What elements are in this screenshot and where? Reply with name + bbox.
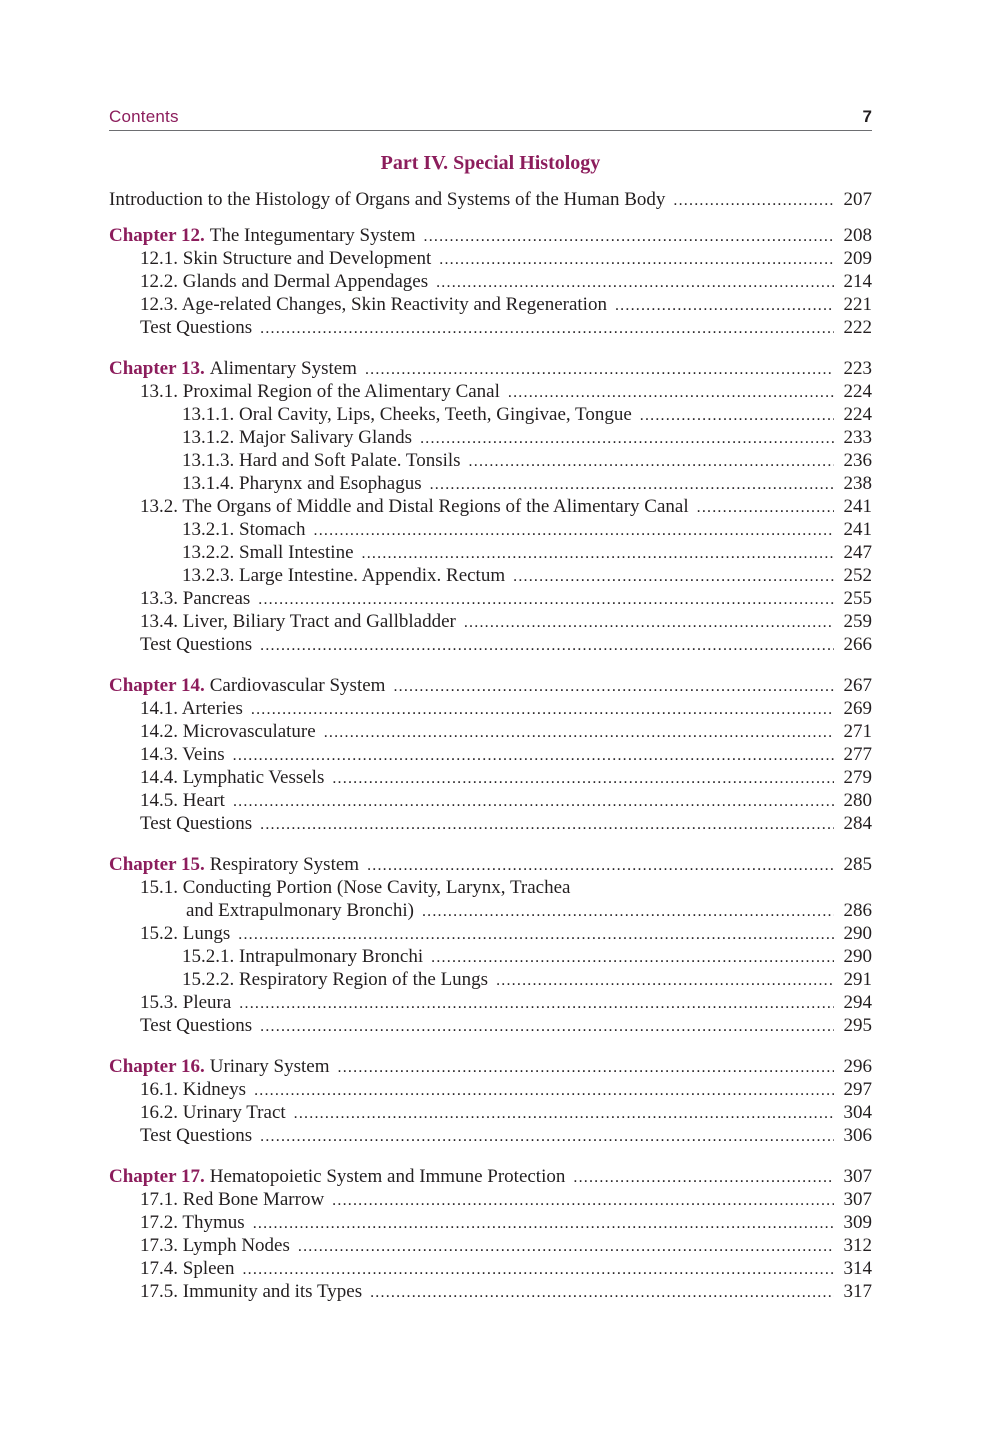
toc-entry-page: 224 bbox=[843, 381, 872, 402]
toc-entry[interactable] bbox=[109, 812, 872, 835]
dot-leader bbox=[640, 403, 834, 427]
toc-entry-page: 277 bbox=[843, 744, 872, 765]
toc-entry-page: 284 bbox=[843, 813, 872, 834]
toc-entry[interactable] bbox=[109, 743, 872, 766]
chapter-label: Chapter 13. bbox=[109, 358, 205, 379]
dot-leader bbox=[615, 293, 834, 317]
toc-entry-page: 269 bbox=[843, 698, 872, 719]
toc-entry-page: 290 bbox=[843, 946, 872, 967]
toc-entry-title: 15.3. Pleura bbox=[140, 992, 232, 1013]
dot-leader bbox=[697, 495, 834, 519]
toc-entry-page: 236 bbox=[843, 450, 872, 471]
toc-entry-title: 17.4. Spleen bbox=[140, 1258, 235, 1279]
chapter-title: Alimentary System bbox=[209, 358, 357, 379]
toc-entry-title: Test Questions bbox=[140, 317, 253, 338]
toc-entry[interactable] bbox=[109, 1257, 872, 1280]
toc-entry[interactable] bbox=[109, 293, 872, 316]
dot-leader bbox=[367, 853, 834, 877]
toc-entry[interactable] bbox=[109, 564, 872, 587]
toc-entry[interactable] bbox=[109, 316, 872, 339]
toc-entry-title: 14.5. Heart bbox=[140, 790, 225, 811]
chapter-title: The Integumentary System bbox=[209, 225, 416, 246]
toc-entry-title: 17.1. Red Bone Marrow bbox=[140, 1189, 325, 1210]
toc-chapter-15[interactable] bbox=[109, 853, 872, 876]
toc-entry[interactable] bbox=[109, 1101, 872, 1124]
chapter-title: Respiratory System bbox=[209, 854, 360, 875]
toc-entry-page: 241 bbox=[843, 519, 872, 540]
toc-entry[interactable] bbox=[109, 449, 872, 472]
toc-entry-title: Introduction to the Histology of Organs and Systems of the Human Body bbox=[109, 189, 666, 210]
toc-entry-title: 13.2.1. Stomach bbox=[182, 519, 306, 540]
toc-entry-page: 312 bbox=[843, 1235, 872, 1256]
toc-entry-page: 223 bbox=[843, 358, 872, 379]
chapter-label: Chapter 14. bbox=[109, 675, 205, 696]
dot-leader bbox=[362, 541, 834, 565]
dot-leader bbox=[258, 587, 834, 611]
dot-leader bbox=[242, 1257, 834, 1281]
toc-entry-page: 209 bbox=[843, 248, 872, 269]
dot-leader bbox=[254, 1078, 834, 1102]
toc-entry[interactable] bbox=[109, 945, 872, 968]
toc-entry[interactable] bbox=[109, 247, 872, 270]
chapter-title: Hematopoietic System and Immune Protection bbox=[209, 1166, 566, 1187]
dot-leader bbox=[673, 188, 834, 212]
dot-leader bbox=[233, 789, 834, 813]
toc-entry-page: 214 bbox=[843, 271, 872, 292]
dot-leader bbox=[430, 472, 834, 496]
chapter-label: Chapter 12. bbox=[109, 225, 205, 246]
dot-leader bbox=[260, 1014, 834, 1038]
dot-leader bbox=[508, 380, 834, 404]
toc-entry-page: 266 bbox=[843, 634, 872, 655]
dot-leader bbox=[513, 564, 834, 588]
toc-entry-page: 259 bbox=[843, 611, 872, 632]
chapter-title: Cardiovascular System bbox=[209, 675, 386, 696]
toc-entry-page: 271 bbox=[843, 721, 872, 742]
toc-entry-page: 314 bbox=[843, 1258, 872, 1279]
toc-chapter-12[interactable] bbox=[109, 224, 872, 247]
dot-leader bbox=[469, 449, 834, 473]
dot-leader bbox=[338, 1055, 834, 1079]
dot-leader bbox=[436, 270, 834, 294]
toc-entry-page: 255 bbox=[843, 588, 872, 609]
toc-chapter-13[interactable] bbox=[109, 357, 872, 380]
toc-entry[interactable] bbox=[109, 922, 872, 945]
dot-leader bbox=[464, 610, 834, 634]
dot-leader bbox=[239, 991, 834, 1015]
toc-entry[interactable] bbox=[109, 766, 872, 789]
toc-entry[interactable] bbox=[109, 1188, 872, 1211]
dot-leader bbox=[431, 945, 834, 969]
table-of-contents bbox=[109, 188, 872, 1303]
toc-entry-title: 14.2. Microvasculature bbox=[140, 721, 316, 742]
toc-entry-page: 247 bbox=[843, 542, 872, 563]
toc-entry-title: 17.2. Thymus bbox=[140, 1212, 245, 1233]
dot-leader bbox=[251, 697, 834, 721]
toc-entry[interactable] bbox=[109, 1211, 872, 1234]
dot-leader bbox=[496, 968, 834, 992]
toc-entry-title: 15.1. Conducting Portion (Nose Cavity, Larynx, Trachea bbox=[140, 877, 571, 898]
toc-entry-page: 222 bbox=[843, 317, 872, 338]
dot-leader bbox=[314, 518, 835, 542]
toc-chapter-16[interactable] bbox=[109, 1055, 872, 1078]
dot-leader bbox=[260, 316, 834, 340]
toc-entry-title: 16.2. Urinary Tract bbox=[140, 1102, 286, 1123]
toc-entry-page: 297 bbox=[843, 1079, 872, 1100]
toc-entry-title: 16.1. Kidneys bbox=[140, 1079, 247, 1100]
dot-leader bbox=[332, 766, 834, 790]
toc-entry[interactable] bbox=[109, 697, 872, 720]
chapter-label: Chapter 17. bbox=[109, 1166, 205, 1187]
toc-entry[interactable] bbox=[109, 1234, 872, 1257]
toc-entry-page: 291 bbox=[843, 969, 872, 990]
toc-entry-title: 13.1.2. Major Salivary Glands bbox=[182, 427, 413, 448]
toc-entry-title: 15.2. Lungs bbox=[140, 923, 231, 944]
toc-entry[interactable] bbox=[109, 270, 872, 293]
dot-leader bbox=[370, 1280, 834, 1304]
toc-entry[interactable] bbox=[109, 789, 872, 812]
toc-entry-title: Test Questions bbox=[140, 634, 253, 655]
toc-entry-continuation[interactable] bbox=[109, 899, 872, 922]
toc-entry-page: 307 bbox=[843, 1189, 872, 1210]
toc-entry-title: 17.5. Immunity and its Types bbox=[140, 1281, 363, 1302]
toc-entry[interactable] bbox=[109, 1124, 872, 1147]
toc-entry[interactable] bbox=[109, 403, 872, 426]
toc-entry-title: 12.3. Age-related Changes, Skin Reactivity and Regeneration bbox=[140, 294, 607, 315]
toc-entry[interactable] bbox=[109, 720, 872, 743]
toc-entry-page: 295 bbox=[843, 1015, 872, 1036]
dot-leader bbox=[233, 743, 834, 767]
dot-leader bbox=[294, 1101, 834, 1125]
toc-entry-title: Test Questions bbox=[140, 1125, 253, 1146]
toc-entry-title: 14.1. Arteries bbox=[140, 698, 243, 719]
toc-entry-page: 307 bbox=[843, 1166, 872, 1187]
dot-leader bbox=[260, 812, 834, 836]
toc-entry-title: 13.4. Liver, Biliary Tract and Gallbladder bbox=[140, 611, 456, 632]
running-header bbox=[109, 106, 872, 131]
toc-entry[interactable] bbox=[109, 968, 872, 991]
dot-leader bbox=[573, 1165, 834, 1189]
running-title: Contents bbox=[109, 107, 179, 126]
toc-entry[interactable] bbox=[109, 1014, 872, 1037]
toc-entry-title: 13.1.1. Oral Cavity, Lips, Cheeks, Teeth, Gingivae, Tongue bbox=[182, 404, 632, 425]
toc-entry-page: 221 bbox=[843, 294, 872, 315]
toc-entry-title: 14.4. Lymphatic Vessels bbox=[140, 767, 325, 788]
dot-leader bbox=[298, 1234, 834, 1258]
part-title: Part IV. Special Histology bbox=[380, 152, 601, 174]
dot-leader bbox=[324, 720, 834, 744]
toc-entry-page: 267 bbox=[843, 675, 872, 696]
toc-entry-title: 13.1.3. Hard and Soft Palate. Tonsils bbox=[182, 450, 461, 471]
toc-entry-title: 14.3. Veins bbox=[140, 744, 225, 765]
dot-leader bbox=[420, 426, 834, 450]
toc-entry-title: 15.2.2. Respiratory Region of the Lungs bbox=[182, 969, 489, 990]
toc-entry-title: and Extrapulmonary Bronchi) bbox=[186, 900, 414, 921]
toc-entry-title: 15.2.1. Intrapulmonary Bronchi bbox=[182, 946, 424, 967]
toc-entry-title: 17.3. Lymph Nodes bbox=[140, 1235, 290, 1256]
dot-leader bbox=[393, 674, 834, 698]
toc-entry[interactable] bbox=[109, 876, 872, 899]
toc-entry-page: 207 bbox=[843, 189, 872, 210]
toc-entry-page: 241 bbox=[843, 496, 872, 517]
toc-chapter-14[interactable] bbox=[109, 674, 872, 697]
dot-leader bbox=[253, 1211, 834, 1235]
toc-entry[interactable] bbox=[109, 380, 872, 403]
toc-entry-page: 252 bbox=[843, 565, 872, 586]
toc-entry-page: 238 bbox=[843, 473, 872, 494]
toc-entry-page: 233 bbox=[843, 427, 872, 448]
dot-leader bbox=[238, 922, 834, 946]
chapter-label: Chapter 15. bbox=[109, 854, 205, 875]
dot-leader bbox=[260, 1124, 834, 1148]
page-number: 7 bbox=[862, 107, 872, 126]
toc-entry-page: 208 bbox=[843, 225, 872, 246]
toc-entry[interactable] bbox=[109, 1078, 872, 1101]
toc-entry-page: 317 bbox=[843, 1281, 872, 1302]
toc-entry-page: 304 bbox=[843, 1102, 872, 1123]
toc-entry[interactable] bbox=[109, 610, 872, 633]
toc-entry[interactable] bbox=[109, 541, 872, 564]
toc-entry[interactable] bbox=[109, 587, 872, 610]
toc-entry[interactable] bbox=[109, 495, 872, 518]
toc-entry-title: 13.3. Pancreas bbox=[140, 588, 251, 609]
toc-entry-page: 294 bbox=[843, 992, 872, 1013]
toc-entry[interactable] bbox=[109, 426, 872, 449]
toc-entry[interactable] bbox=[109, 518, 872, 541]
toc-chapter-17[interactable] bbox=[109, 1165, 872, 1188]
toc-entry-page: 279 bbox=[843, 767, 872, 788]
toc-entry-page: 285 bbox=[843, 854, 872, 875]
toc-entry-page: 280 bbox=[843, 790, 872, 811]
toc-entry[interactable] bbox=[109, 472, 872, 495]
toc-entry[interactable] bbox=[109, 633, 872, 656]
toc-entry-title: Test Questions bbox=[140, 813, 253, 834]
dot-leader bbox=[332, 1188, 834, 1212]
dot-leader bbox=[439, 247, 834, 271]
toc-entry-title: 12.1. Skin Structure and Development bbox=[140, 248, 432, 269]
dot-leader bbox=[260, 633, 834, 657]
toc-entry-title: 12.2. Glands and Dermal Appendages bbox=[140, 271, 429, 292]
dot-leader bbox=[422, 899, 834, 923]
toc-entry-page: 290 bbox=[843, 923, 872, 944]
toc-entry-page: 309 bbox=[843, 1212, 872, 1233]
toc-entry-page: 296 bbox=[843, 1056, 872, 1077]
toc-entry-title: 13.1.4. Pharynx and Esophagus bbox=[182, 473, 422, 494]
chapter-label: Chapter 16. bbox=[109, 1056, 205, 1077]
toc-entry-title: 13.1. Proximal Region of the Alimentary Canal bbox=[140, 381, 500, 402]
toc-entry-title: 13.2. The Organs of Middle and Distal Regions of the Alimentary Canal bbox=[140, 496, 689, 517]
toc-entry-page: 306 bbox=[843, 1125, 872, 1146]
toc-entry-title: 13.2.2. Small Intestine bbox=[182, 542, 354, 563]
toc-entry-intro[interactable] bbox=[109, 188, 872, 211]
toc-entry-title: 13.2.3. Large Intestine. Appendix. Rectum bbox=[182, 565, 506, 586]
toc-entry[interactable] bbox=[109, 991, 872, 1014]
toc-entry-title: Test Questions bbox=[140, 1015, 253, 1036]
toc-entry-page: 224 bbox=[843, 404, 872, 425]
toc-entry-page: 286 bbox=[843, 900, 872, 921]
chapter-title: Urinary System bbox=[209, 1056, 330, 1077]
dot-leader bbox=[365, 357, 834, 381]
toc-entry[interactable] bbox=[109, 1280, 872, 1303]
dot-leader bbox=[424, 224, 835, 248]
